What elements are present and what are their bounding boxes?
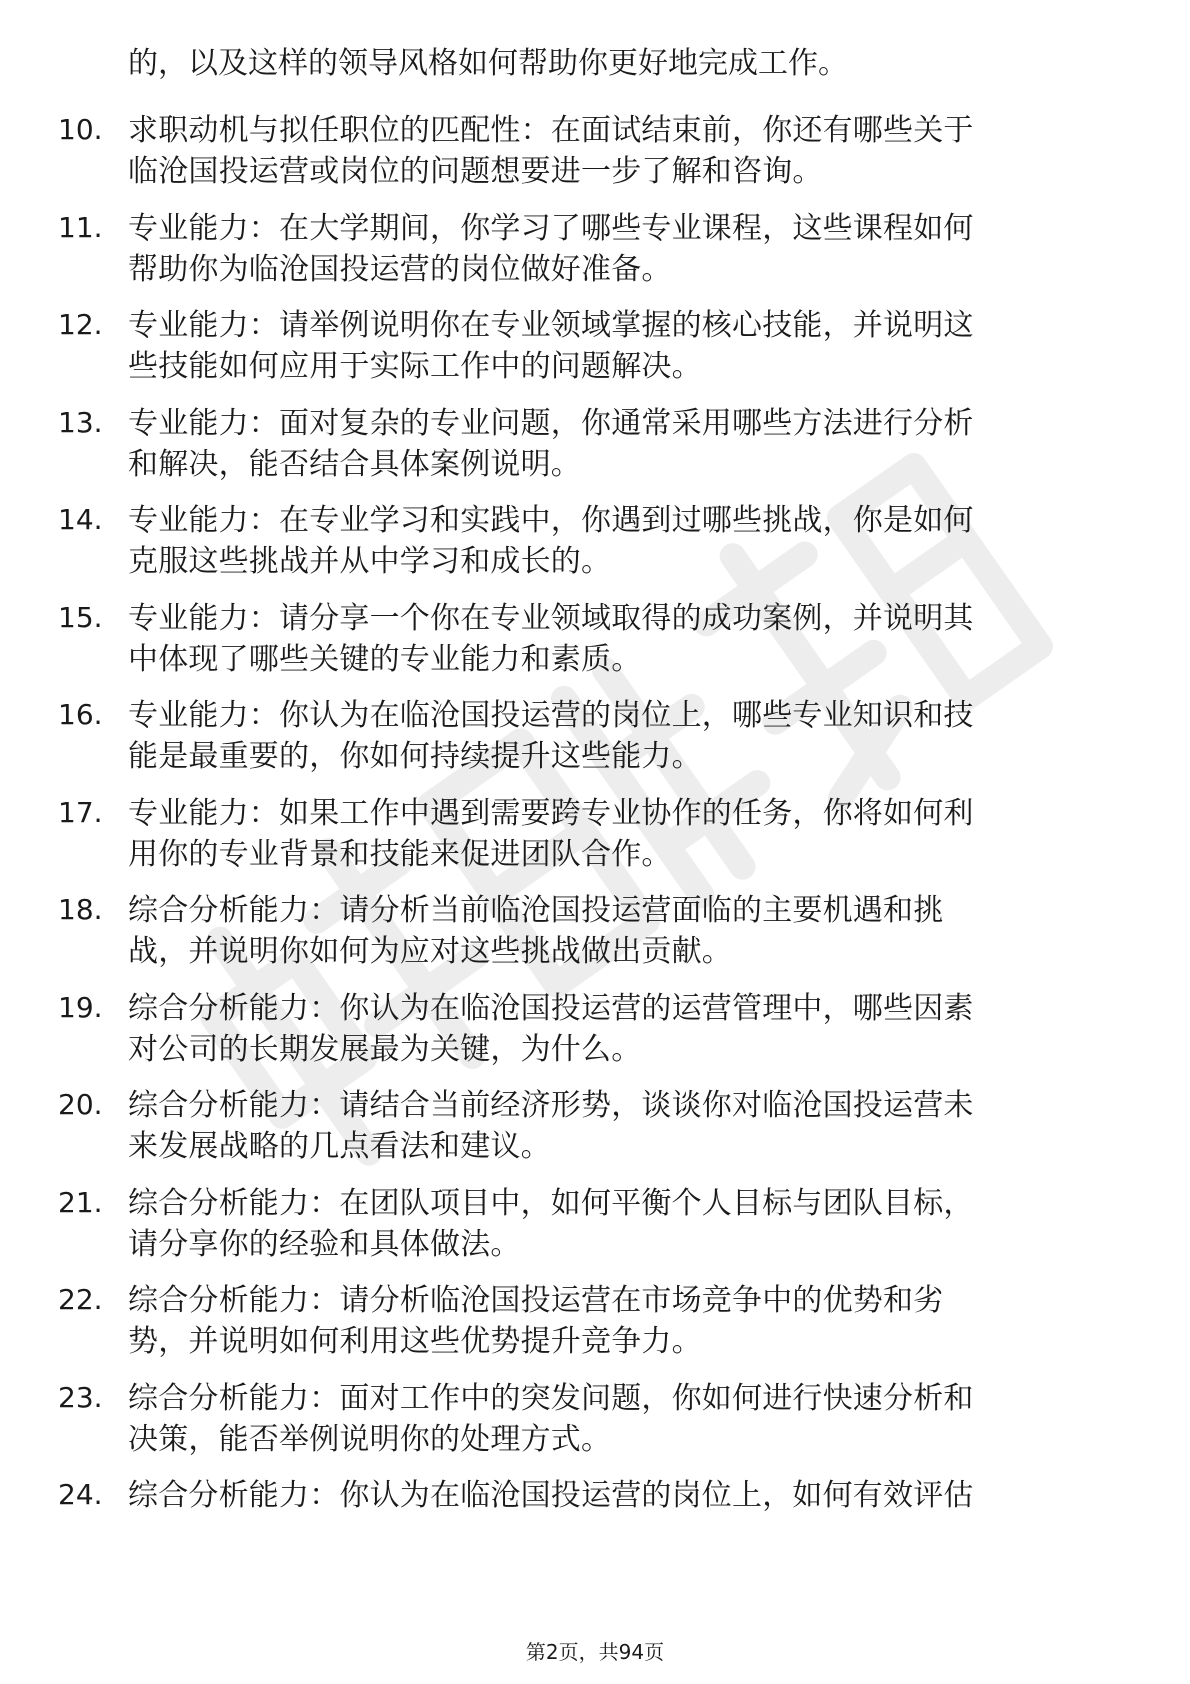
question-number: 13. — [58, 405, 103, 439]
question-text — [128, 1378, 1148, 1460]
list-item — [0, 1471, 1190, 1566]
question-number: 20. — [58, 1088, 103, 1122]
list-item — [0, 496, 1190, 591]
question-text — [128, 1085, 1148, 1167]
question-text — [128, 305, 1148, 387]
list-item — [0, 984, 1190, 1079]
question-text — [128, 500, 1148, 582]
list-item — [0, 789, 1190, 884]
question-number: 18. — [58, 893, 103, 927]
list-item — [0, 1374, 1190, 1469]
question-line: 综合分析能力：请分析临沧国投运营在市场竞争中的优势和劣 — [128, 1283, 944, 1319]
question-list — [0, 106, 1190, 1569]
question-number: 11. — [58, 210, 103, 244]
question-text — [128, 1183, 1148, 1265]
question-line: 专业能力：请分享一个你在专业领域取得的成功案例，并说明其 — [128, 600, 974, 636]
question-number: 21. — [58, 1185, 103, 1219]
question-line: 专业能力：在大学期间，你学习了哪些专业课程，这些课程如何 — [128, 210, 974, 246]
question-line: 克服这些挑战并从中学习和成长的。 — [128, 544, 612, 580]
question-text — [128, 598, 1148, 680]
list-item — [0, 594, 1190, 689]
list-item — [0, 399, 1190, 494]
question-line: 综合分析能力：在团队项目中，如何平衡个人目标与团队目标， — [128, 1185, 974, 1221]
question-text — [128, 695, 1148, 777]
question-number: 14. — [58, 503, 103, 537]
question-number: 19. — [58, 990, 103, 1024]
question-line: 专业能力：请举例说明你在专业领域掌握的核心技能，并说明这 — [128, 308, 974, 344]
list-item — [0, 301, 1190, 396]
question-line: 决策，能否举例说明你的处理方式。 — [128, 1421, 612, 1457]
page-footer: 第2页，共94页 — [525, 1640, 665, 1664]
question-line: 求职动机与拟任职位的匹配性：在面试结束前，你还有哪些关于 — [128, 113, 974, 148]
question-line: 些技能如何应用于实际工作中的问题解决。 — [128, 349, 702, 385]
question-text — [128, 110, 1148, 192]
question-number: 17. — [58, 795, 103, 829]
question-text — [128, 1475, 1148, 1516]
continued-paragraph: 的，以及这样的领导风格如何帮助你更好地完成工作。 — [128, 46, 848, 81]
question-line: 专业能力：你认为在临沧国投运营的岗位上，哪些专业知识和技 — [128, 698, 974, 734]
question-line: 专业能力：如果工作中遇到需要跨专业协作的任务，你将如何利 — [128, 795, 974, 831]
question-line: 专业能力：在专业学习和实践中，你遇到过哪些挑战，你是如何 — [128, 503, 974, 539]
question-text — [128, 988, 1148, 1070]
question-number: 15. — [58, 600, 103, 634]
question-line: 帮助你为临沧国投运营的岗位做好准备。 — [128, 251, 672, 287]
question-number: 10. — [58, 113, 103, 146]
list-item — [0, 691, 1190, 786]
question-line: 请分享你的经验和具体做法。 — [128, 1226, 521, 1262]
question-number: 12. — [58, 308, 103, 342]
question-line: 综合分析能力：你认为在临沧国投运营的运营管理中，哪些因素 — [128, 990, 974, 1026]
question-number: 22. — [58, 1283, 103, 1317]
question-text — [128, 208, 1148, 290]
question-text — [128, 793, 1148, 875]
list-item — [0, 1276, 1190, 1371]
question-line: 和解决，能否结合具体案例说明。 — [128, 446, 581, 482]
question-line: 中体现了哪些关键的专业能力和素质。 — [128, 641, 642, 677]
question-text — [128, 890, 1148, 972]
question-number: 16. — [58, 698, 103, 732]
question-line: 综合分析能力：请分析当前临沧国投运营面临的主要机遇和挑 — [128, 893, 944, 929]
question-line: 临沧国投运营或岗位的问题想要进一步了解和咨询。 — [128, 154, 823, 189]
question-line: 综合分析能力：请结合当前经济形势，谈谈你对临沧国投运营未 — [128, 1088, 974, 1124]
list-item — [0, 886, 1190, 981]
question-line: 来发展战略的几点看法和建议。 — [128, 1129, 551, 1165]
question-line: 专业能力：面对复杂的专业问题，你通常采用哪些方法进行分析 — [128, 405, 974, 441]
question-number: 24. — [58, 1478, 103, 1512]
list-item — [0, 204, 1190, 299]
question-text — [128, 1280, 1148, 1362]
question-line: 综合分析能力：面对工作中的突发问题，你如何进行快速分析和 — [128, 1380, 974, 1416]
question-line: 综合分析能力：你认为在临沧国投运营的岗位上，如何有效评估 — [128, 1478, 974, 1514]
question-line: 用你的专业背景和技能来促进团队合作。 — [128, 836, 672, 872]
question-text — [128, 403, 1148, 485]
question-line: 战，并说明你如何为应对这些挑战做出贡献。 — [128, 934, 732, 970]
question-line: 势，并说明如何利用这些优势提升竞争力。 — [128, 1324, 702, 1360]
question-line: 能是最重要的，你如何持续提升这些能力。 — [128, 739, 702, 775]
question-line: 对公司的长期发展最为关键，为什么。 — [128, 1031, 642, 1067]
list-item — [0, 1179, 1190, 1274]
question-number: 23. — [58, 1380, 103, 1414]
list-item — [0, 106, 1190, 201]
list-item — [0, 1081, 1190, 1176]
